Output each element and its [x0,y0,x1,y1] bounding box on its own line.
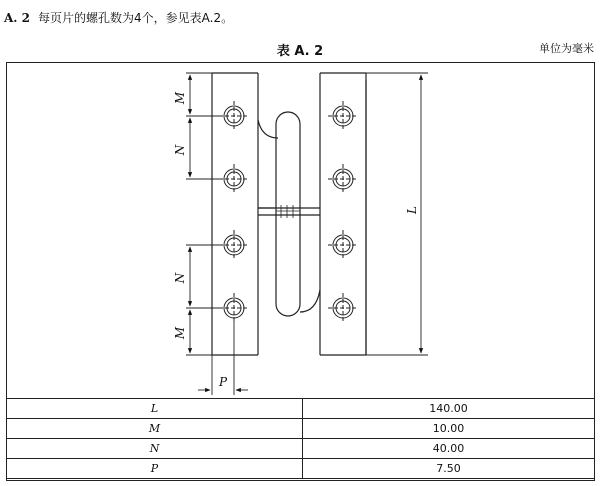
unit-note: 单位为毫米 [539,42,594,55]
table-row [7,459,595,479]
screw-hole [219,164,249,194]
dimension-value: 7.50 [303,459,595,479]
dim-label-p: P [218,375,228,389]
dimension-symbol: M [7,419,303,439]
table-caption: 表 A. 2 [276,44,324,59]
dim-label-n-top: N [173,144,187,156]
dimension-symbol: L [7,399,303,419]
screw-hole [328,230,358,260]
dimension-table [6,398,595,479]
left-leaf [212,73,278,355]
dim-label-n-bottom: N [173,272,187,284]
screw-hole [328,293,358,323]
clause-text: 每页片的螺孔数为4个，参见表A.2。 [38,11,234,25]
table-row [7,419,595,439]
screw-hole [328,101,358,131]
screw-hole [219,101,249,131]
dimension-value: 10.00 [303,419,595,439]
dimension-value: 40.00 [303,439,595,459]
screw-hole [219,230,249,260]
table-row [7,399,595,419]
clause-number: A. 2 [4,11,31,25]
screw-hole [328,164,358,194]
dim-label-m-top: M [173,91,187,105]
dim-label-l: L [405,206,419,214]
dim-label-m-bottom: M [173,326,187,340]
left-dimensions [186,73,222,355]
screw-holes [219,101,358,323]
table-row [7,439,595,459]
dimension-value: 140.00 [303,399,595,419]
hinge-pin [258,112,320,316]
dimension-symbol: N [7,439,303,459]
dimension-symbol: P [7,459,303,479]
